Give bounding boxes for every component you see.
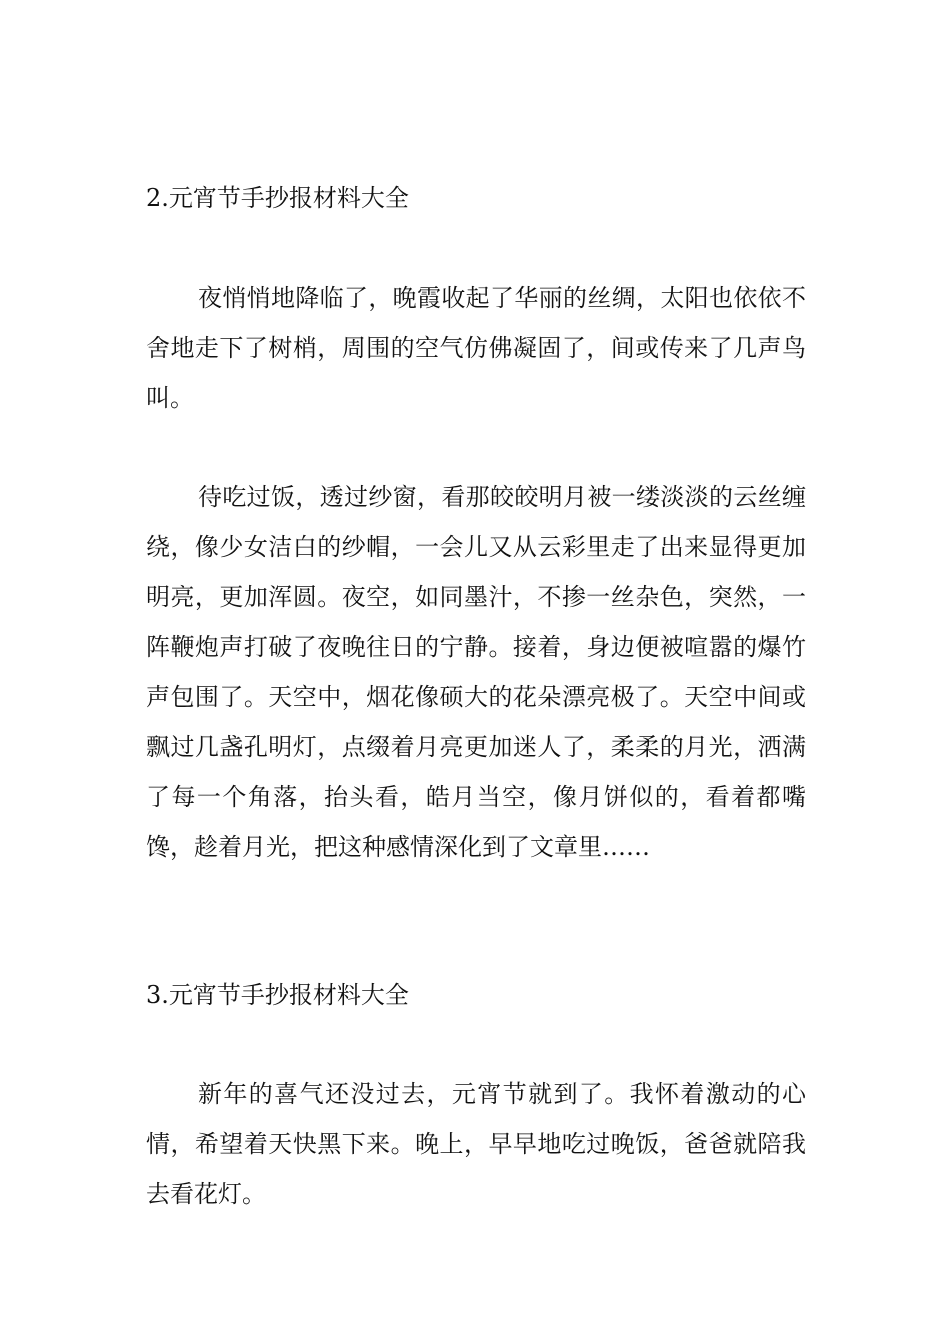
paragraph: 夜悄悄地降临了，晚霞收起了华丽的丝绸，太阳也依依不舍地走下了树梢，周围的空气仿佛凝固了，间或传来了几声鸟叫。 <box>146 284 806 412</box>
section-heading: 2.元宵节手抄报材料大全 <box>146 184 409 212</box>
section-heading: 3.元宵节手抄报材料大全 <box>146 981 409 1009</box>
paragraph: 待吃过饭，透过纱窗，看那皎皎明月被一缕淡淡的云丝缠绕，像少女洁白的纱帽，一会儿又从云彩里走了出来显得更加明亮，更加浑圆。夜空，如同墨汁，不掺一丝杂色，突然，一阵鞭炮声打破了夜晚往日的宁静。接着，身边便被喧嚣的爆竹声包围了。天空中，烟花像硕大的花朵漂亮极了。天空中间或飘过几盏孔明灯，点缀着月亮更加迷人了，柔柔的月光，洒满了每一个角落，抬头看，皓月当空，像月饼似的，看着都嘴馋，趁着月光，把这种感情深化到了文章里…… <box>146 483 806 861</box>
paragraph: 新年的喜气还没过去，元宵节就到了。我怀着激动的心情，希望着天快黑下来。晚上，早早地吃过晚饭，爸爸就陪我去看花灯。 <box>146 1080 806 1208</box>
